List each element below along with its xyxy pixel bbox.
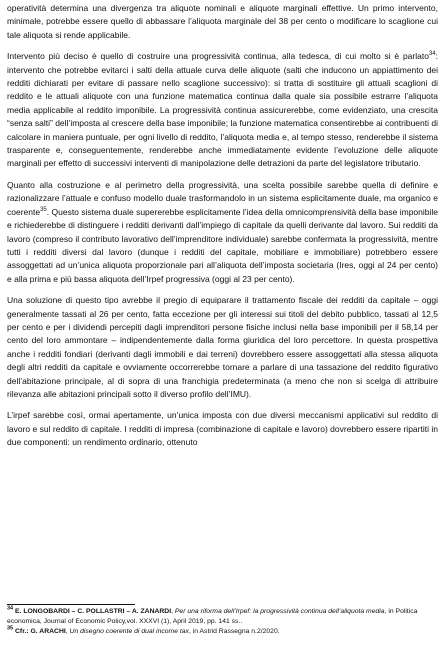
- body-text: [7, 2, 438, 450]
- footnote-title: Per una riforma dell’Irpef: la progressività continua dell’aliquota media: [174, 608, 385, 615]
- footnote-ref[interactable]: 35: [40, 206, 47, 213]
- footnote-title: Un disegno coerente di dual income tax: [69, 628, 189, 636]
- paragraph: [7, 409, 438, 449]
- paragraph-text: : intervento che potrebbe evitarci i salti della attuale curva delle aliquote (salti che inducono un appiattimento dei redditi dichiarati per evitare di passare nello scaglione successivo): si tratta di sostituire gli attuali scaglioni di reddito e le attuali aliquote con una funzione matematica continua dalla quale sia possibile estrarre l’aliquota media applicabile al reddito imponibile. La progressività continua assicurerebbe, come evidenziato, una crescita “senza salti” dell’imposta al crescere della base imponibile; la funzione matematica consentirebbe ai contribuenti di calcolare in maniera puntuale, per ogni livello di reddito, l’aliquota media e, al tempo stesso, renderebbe il sistema trasparente e, conseguentemente, renderebbe anche immediatamente evidente l’evoluzione delle aliquote marginali per effetto di successivi interventi di manipolazione delle detrazioni da parte del legislatore tributario.: [7, 51, 438, 169]
- paragraph: [7, 179, 438, 286]
- paragraph-text: L’irpef sarebbe così, ormai apertamente, un’unica imposta con due diversi meccanismi applicativi sul reddito di lavoro e sul reddito di capitale. I redditi di impresa (combinazione di capitale e lavoro) dovrebbero essere ripartiti in due componenti: un rendimento ordinario, ottenuto: [7, 410, 438, 448]
- footnote-number: 35: [7, 626, 14, 633]
- footnotes: [7, 607, 438, 638]
- paragraph-text: Una soluzione di questo tipo avrebbe il pregio di equiparare il trattamento fiscale dei redditi da capitale – oggi generalmente tassati al 26 per cento, fatta eccezione per gli interessi sui titoli del debito pubblico, tassati al 12,5 per cento e per i dividendi percepiti dagli imprenditori persone fisiche inclusi nella base imponibili per il 58,14 per cento del loro ammontare – indipendentemente dalla forma giuridica del loro percettore. In questa prospettiva anche i redditi fondiari (derivanti dagli immobili e dai terreni) dovrebbero essere assoggettati alla stessa aliquota degli altri redditi da capitale e ovviamente occorrerebbe tornare a parlare di una tassazione del reddito figurativo dell’abitazione principale, al di sopra di una franchigia predeterminata (a meno che non si scelga di attribuire rilevanza alle abitazioni principali sotto il diverso profilo dell’IMU).: [7, 295, 438, 399]
- footnote: [7, 607, 438, 627]
- paragraph: [7, 294, 438, 401]
- footnote-authors: Cfr.: G. ARACHI: [15, 628, 66, 636]
- footnote-source: , in Politica economica, Journal of Economic Policy,vol. XXXVI (1), April 2019, pp. 141 ss..: [7, 608, 418, 626]
- footnote-source: , in Astrid Rassegna n.2/2020.: [188, 628, 280, 636]
- paragraph: [7, 2, 438, 42]
- paragraph-text: Quanto alla costruzione e al perimetro della progressività, una scelta possibile sarebbe quella di definire e razionalizzare l’attuale e confuso modello duale trasformandolo in un sistema esplicitamente duale, ma organico e coerente: [7, 179, 438, 217]
- paragraph: [7, 50, 438, 171]
- footnote: [7, 627, 438, 637]
- paragraph-text: operatività determina una divergenza tra aliquote nominali e aliquote marginali effettive. Un primo intervento, minimale, potrebbe essere quello di abbassare l’aliquota marginale del 38 per cento o modificare lo scaglione cui tale aliquota si rende applicabile.: [7, 3, 438, 40]
- paragraph-text: Intervento più deciso è quello di costruire una progressività continua, alla tedesca, di cui molto si è parlato: [7, 51, 429, 62]
- footnote-separator-text: ,: [65, 628, 70, 636]
- paragraph-text: . Questo sistema duale supererebbe esplicitamente l’idea della omnicomprensività della base imponibile e richiederebbe di distinguere i redditi derivanti dall’impiego di capitale da quelli derivante dal lavoro. Sui redditi da lavoro (compreso il contributo lavorativo dell’imprenditore individuale) sarebbe confermata la progressività, mentre tutti i redditi diversi dal lavoro (dunque i redditi del capitale, mobiliare e immobiliare) potrebbero essere assoggettati ad un’unica aliquota proporzionale pari all’aliquota dell’imposta societaria (Ires, oggi al 24 per cento) e alla prima e più bassa aliquota dell’Irpef progressiva (oggi al 23 per cento).: [7, 206, 438, 284]
- footnote-authors: E. LONGOBARDI – C. POLLASTRI – A. ZANARDI: [15, 608, 172, 615]
- footnote-number: 34: [7, 605, 14, 612]
- footnote-ref[interactable]: 34: [428, 51, 436, 58]
- footnote-separator-text: ,: [171, 608, 175, 615]
